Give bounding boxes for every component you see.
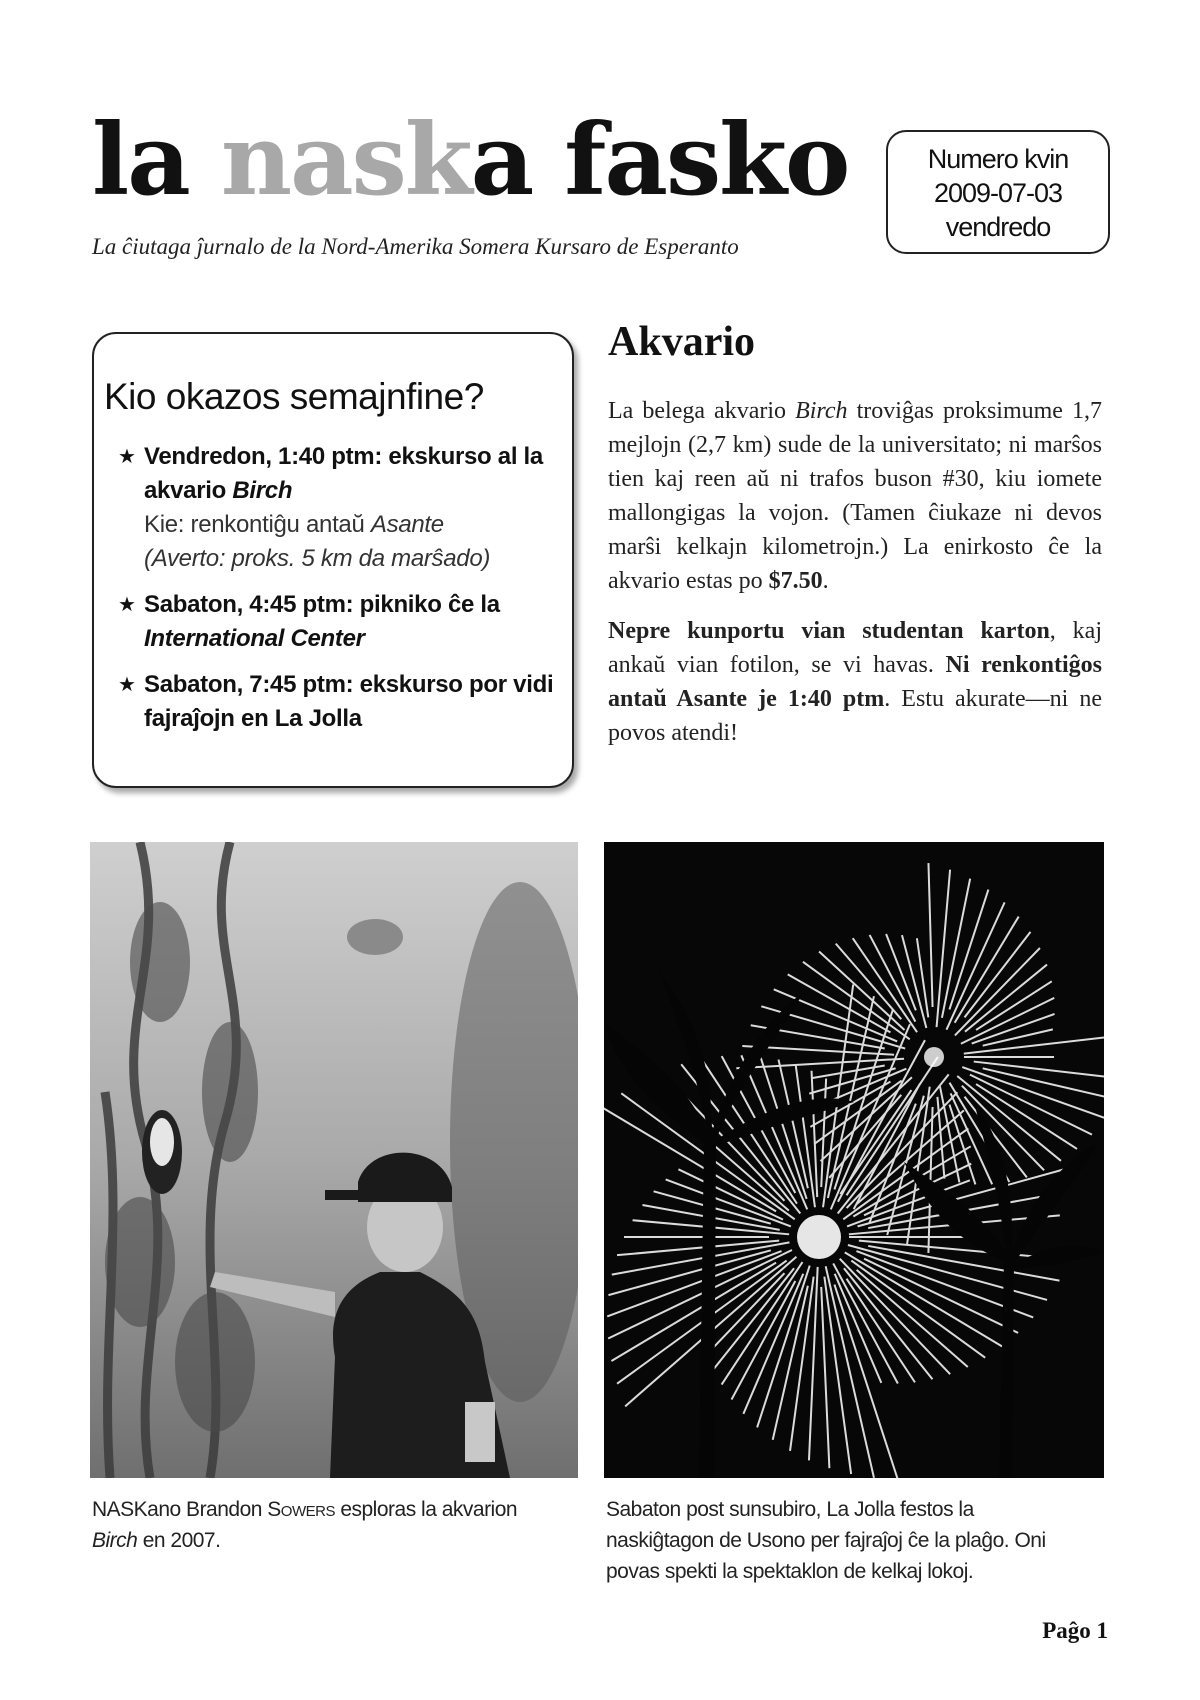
article-paragraph: La belega akvario Birch troviĝas proksimume 1,7 mejlojn (2,7 km) sude de la universitato; ni marŝos tien kaj reen aŭ ni trafos buson #30, kiu iomete mallongigas la vojon. (Tamen ĉiukaze ni devos marŝi kelkajn kilometrojn.) La enirkosto ĉe la akvario estas po $7.50.	[608, 398, 1102, 594]
issue-number: Numero kvin	[927, 144, 1069, 174]
event-heading: Sabaton, 7:45 ptm: ekskurso por vidi fajraĵojn en La Jolla	[144, 671, 554, 732]
article-paragraph: Nepre kunportu vian studentan karton, kaj ankaŭ vian fotilon, se vi havas. Ni renkontiĝos antaŭ Asante je 1:40 ptm. Estu akurate—ni ne povos atendi!	[608, 618, 1103, 746]
event-heading: Vendredon, 1:40 ptm: ekskurso al la akvario Birch	[144, 443, 543, 504]
list-item	[114, 588, 559, 656]
article-body	[608, 394, 1102, 766]
masthead-subtitle: La ĉiutaga ĵurnalo de la Nord-Amerika Somera Kursaro de Esperanto	[92, 234, 739, 259]
left-photo-caption: NASKano Brandon Sowers esploras la akvarion Birch en 2007.	[92, 1498, 518, 1552]
list-item	[114, 668, 559, 736]
star-icon: ★	[118, 446, 136, 468]
event-detail: Kie: renkontiĝu antaŭ Asante	[144, 511, 444, 538]
event-heading: Sabaton, 4:45 ptm: pikniko ĉe la International Center	[144, 591, 500, 652]
title-highlight: nask	[220, 103, 471, 218]
event-note: (Averto: proks. 5 km da marŝado)	[144, 545, 491, 572]
issue-weekday: vendredo	[945, 212, 1051, 242]
star-icon: ★	[118, 594, 136, 616]
fireworks-photo	[604, 842, 1104, 1478]
page-number: Paĝo 1	[1042, 1618, 1108, 1643]
issue-date: 2009-07-03	[933, 178, 1063, 208]
right-photo-caption: Sabaton post sunsubiro, La Jolla festos la naskiĝtagon de Usono per fajraĵoj ĉe la plaĝo. Oni povas spekti la spektaklon de kelkaj lokoj.	[606, 1498, 1046, 1583]
issue-box	[886, 130, 1110, 254]
events-title: Kio okazos semajnfine?	[104, 376, 484, 417]
list-item	[114, 440, 559, 576]
article-title: Akvario	[608, 319, 755, 365]
events-box	[92, 332, 574, 788]
star-icon: ★	[118, 674, 136, 696]
aquarium-image	[90, 842, 578, 1478]
aquarium-photo	[90, 842, 578, 1478]
events-list	[114, 440, 559, 748]
title-part: la	[92, 103, 221, 218]
title-part: a fasko	[470, 103, 849, 218]
masthead-title	[92, 103, 849, 218]
fireworks-image	[604, 842, 1104, 1478]
